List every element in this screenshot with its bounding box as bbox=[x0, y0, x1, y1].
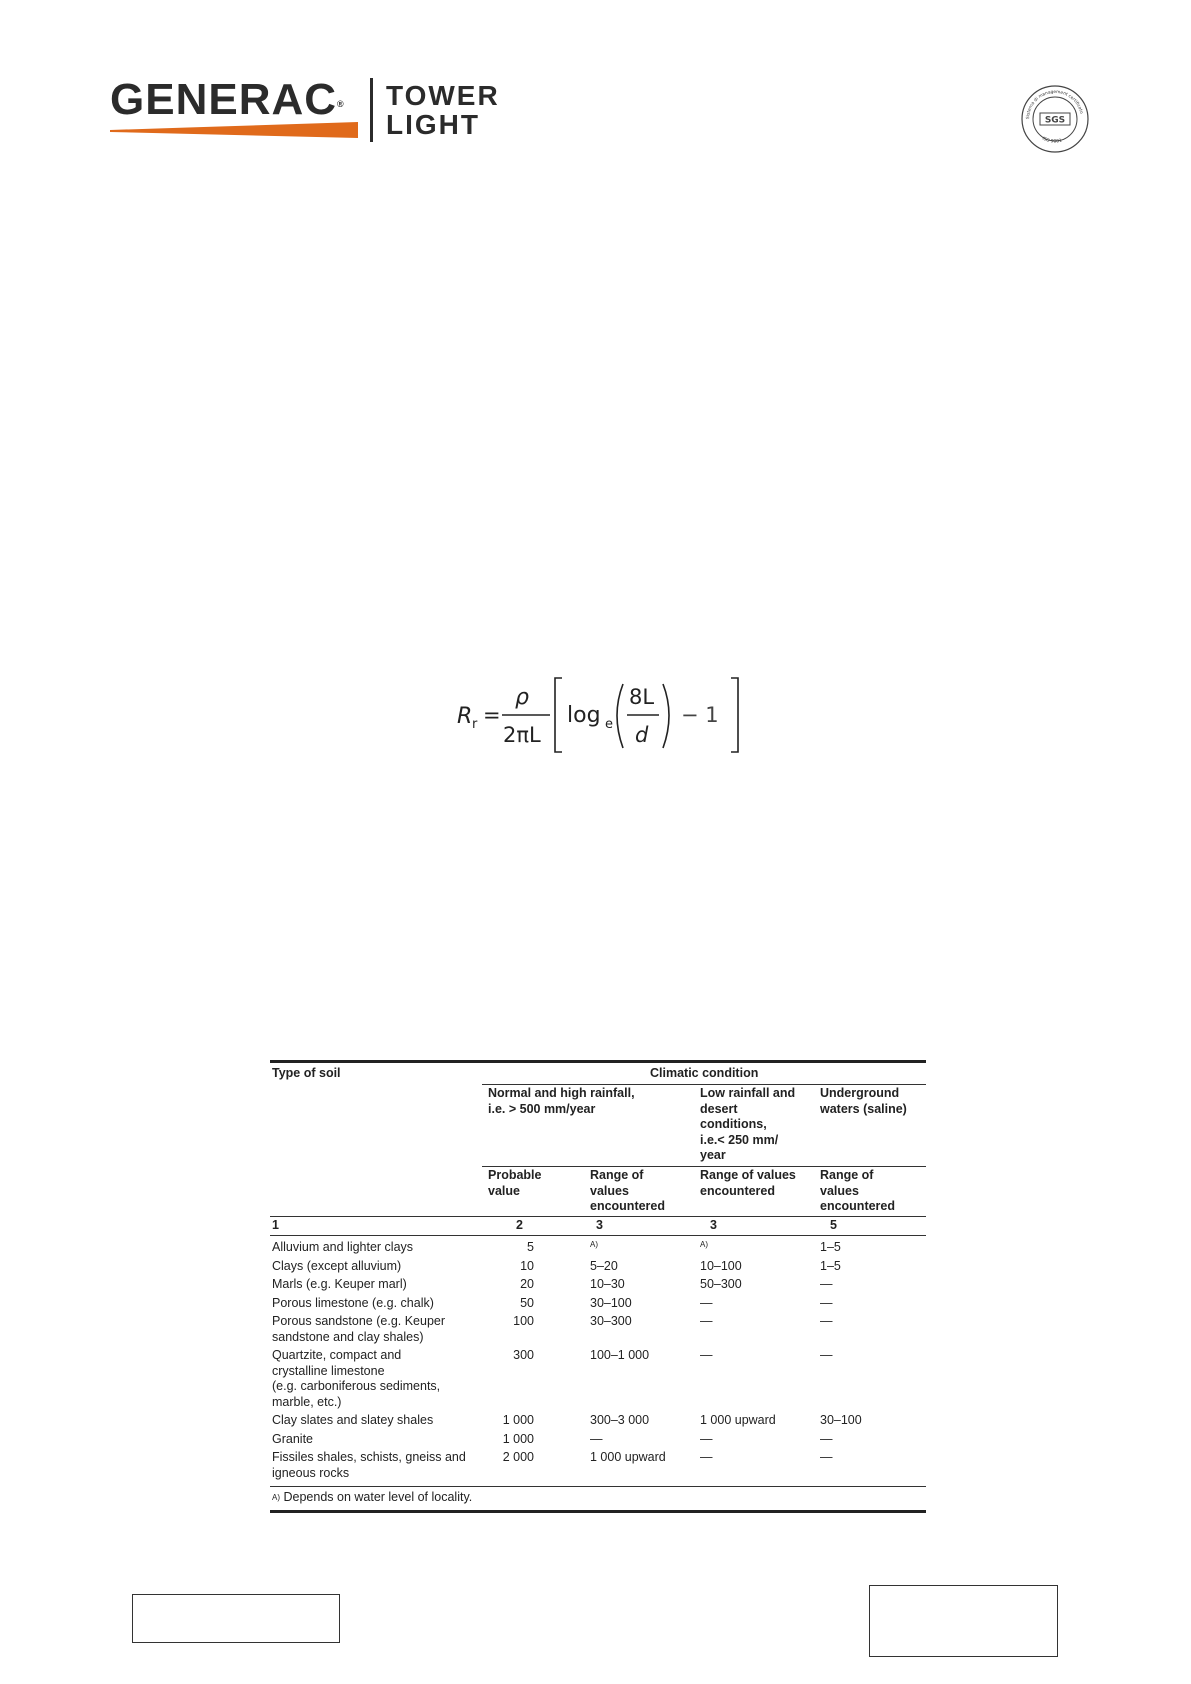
probable-value-cell: 300 bbox=[513, 1348, 534, 1362]
probable-value-cell: 50 bbox=[520, 1295, 534, 1310]
header-normal-rainfall: Normal and high rainfall, i.e. > 500 mm/year bbox=[488, 1086, 635, 1116]
seal-center-text: SGS bbox=[1044, 115, 1066, 126]
range-low-cell: — bbox=[700, 1295, 713, 1310]
soil-type-cell: Quartzite, compact and crystalline limestone (e.g. carboniferous sediments, marble, etc.) bbox=[272, 1348, 441, 1409]
soil-resistivity-table bbox=[270, 1060, 926, 1530]
header-climatic-condition: Climatic condition bbox=[650, 1066, 759, 1080]
product-line-2: LIGHT bbox=[386, 109, 480, 140]
probable-value-cell: 2 000 bbox=[502, 1450, 534, 1464]
header-type-of-soil: Type of soil bbox=[272, 1066, 341, 1080]
probable-value-cell: 5 bbox=[527, 1240, 534, 1254]
range-underground-cell: — bbox=[820, 1314, 833, 1328]
brand-name: GENERAC® bbox=[110, 75, 345, 124]
range-low-cell: 50–300 bbox=[700, 1277, 742, 1291]
range-normal-cell: 5–20 bbox=[590, 1258, 618, 1273]
range-underground-cell: — bbox=[820, 1431, 833, 1446]
range-normal-cell: 1 000 upward bbox=[590, 1450, 666, 1464]
range-low-cell: 1 000 upward bbox=[700, 1413, 776, 1427]
range-normal-cell: A) bbox=[590, 1240, 598, 1249]
formula-minus-one: − 1 bbox=[681, 703, 719, 727]
range-low-cell: — bbox=[700, 1431, 713, 1446]
soil-type-cell: Clay slates and slatey shales bbox=[272, 1413, 434, 1427]
formula-lhs-sub: r bbox=[472, 717, 478, 732]
column-number-top-rule bbox=[270, 1216, 926, 1217]
soil-type-cell: Fissiles shales, schists, gneiss and igneous rocks bbox=[272, 1450, 466, 1480]
header-low-rainfall: Low rainfall and desert conditions, i.e.< 250 mm/ year bbox=[700, 1086, 796, 1162]
column-number-bottom-rule bbox=[270, 1235, 926, 1236]
column-number: 3 bbox=[710, 1218, 717, 1232]
column-number: 5 bbox=[830, 1218, 837, 1232]
column-number: 3 bbox=[596, 1218, 603, 1232]
range-normal-cell: 30–100 bbox=[590, 1295, 632, 1310]
formula-lhs: R bbox=[457, 704, 473, 729]
climatic-rule bbox=[482, 1084, 926, 1085]
formula-inner-numerator: 8L bbox=[629, 685, 655, 709]
range-low-cell: 10–100 bbox=[700, 1258, 742, 1273]
table-end-rule bbox=[270, 1486, 926, 1487]
probable-value-cell: 1 000 bbox=[502, 1413, 534, 1427]
range-underground-cell: — bbox=[820, 1450, 833, 1464]
header-range-values-low: Range of values encountered bbox=[700, 1168, 796, 1198]
range-underground-cell: 1–5 bbox=[820, 1258, 841, 1273]
certification-seal-icon bbox=[1020, 84, 1090, 154]
formula-log-sub: e bbox=[605, 717, 613, 732]
formula-log: log bbox=[567, 703, 601, 728]
range-underground-cell: — bbox=[820, 1277, 833, 1291]
header-range-values-normal: Range of values encountered bbox=[590, 1168, 666, 1213]
formula-inner-denominator: d bbox=[635, 723, 649, 747]
header-probable-value: Probable value bbox=[488, 1168, 542, 1198]
soil-type-cell: Granite bbox=[272, 1431, 313, 1446]
formula-numerator: ρ bbox=[515, 685, 529, 710]
table-bottom-rule bbox=[270, 1510, 926, 1513]
soil-type-cell: Marls (e.g. Keuper marl) bbox=[272, 1277, 407, 1291]
product-line-1: TOWER bbox=[386, 80, 500, 111]
probable-value-cell: 1 000 bbox=[502, 1431, 534, 1446]
soil-type-cell: Clays (except alluvium) bbox=[272, 1258, 402, 1273]
range-low-cell: — bbox=[700, 1314, 713, 1328]
product-name bbox=[386, 81, 500, 139]
subheader-rule bbox=[482, 1166, 926, 1167]
range-normal-cell: 300–3 000 bbox=[590, 1413, 650, 1427]
footer-box-left bbox=[132, 1594, 340, 1643]
range-underground-cell: 30–100 bbox=[820, 1413, 862, 1427]
generac-tower-light-logo bbox=[110, 75, 560, 148]
logo-divider bbox=[370, 78, 373, 142]
header-range-values-underground: Range of values encountered bbox=[820, 1168, 896, 1213]
probable-value-cell: 10 bbox=[520, 1258, 534, 1273]
swoosh-shape bbox=[110, 122, 358, 138]
range-low-cell: A) bbox=[700, 1240, 708, 1249]
range-normal-cell: 100–1 000 bbox=[590, 1348, 650, 1362]
column-number: 1 bbox=[272, 1218, 279, 1232]
range-normal-cell: 10–30 bbox=[590, 1277, 625, 1291]
seal-arc-text: Sistema di management certificato bbox=[1025, 89, 1084, 120]
range-low-cell: — bbox=[700, 1450, 713, 1464]
formula-denominator: 2πL bbox=[503, 723, 541, 747]
range-low-cell: — bbox=[700, 1348, 713, 1362]
range-normal-cell: — bbox=[590, 1431, 603, 1446]
formula-equals: = bbox=[483, 703, 501, 727]
logo-swoosh-icon bbox=[110, 122, 358, 138]
table-footnote: $^{A)}$ Depends on water level of locality. bbox=[272, 1490, 473, 1504]
table-top-rule bbox=[270, 1060, 926, 1063]
soil-type-cell: Alluvium and lighter clays bbox=[272, 1240, 414, 1254]
range-underground-cell: — bbox=[820, 1295, 833, 1310]
soil-type-cell: Porous limestone (e.g. chalk) bbox=[272, 1295, 434, 1310]
probable-value-cell: 20 bbox=[520, 1277, 534, 1291]
header-underground-waters: Underground waters (saline) bbox=[820, 1086, 907, 1116]
earth-resistance-formula bbox=[455, 672, 745, 758]
footer-box-right bbox=[869, 1585, 1058, 1657]
range-normal-cell: 30–300 bbox=[590, 1314, 632, 1328]
soil-type-cell: Porous sandstone (e.g. Keuper sandstone and clay shales) bbox=[272, 1314, 446, 1344]
range-underground-cell: — bbox=[820, 1348, 833, 1362]
range-underground-cell: 1–5 bbox=[820, 1240, 841, 1254]
probable-value-cell: 100 bbox=[513, 1314, 534, 1328]
seal-standard: ISO 9001 bbox=[1041, 136, 1063, 145]
column-number: 2 bbox=[516, 1218, 523, 1232]
